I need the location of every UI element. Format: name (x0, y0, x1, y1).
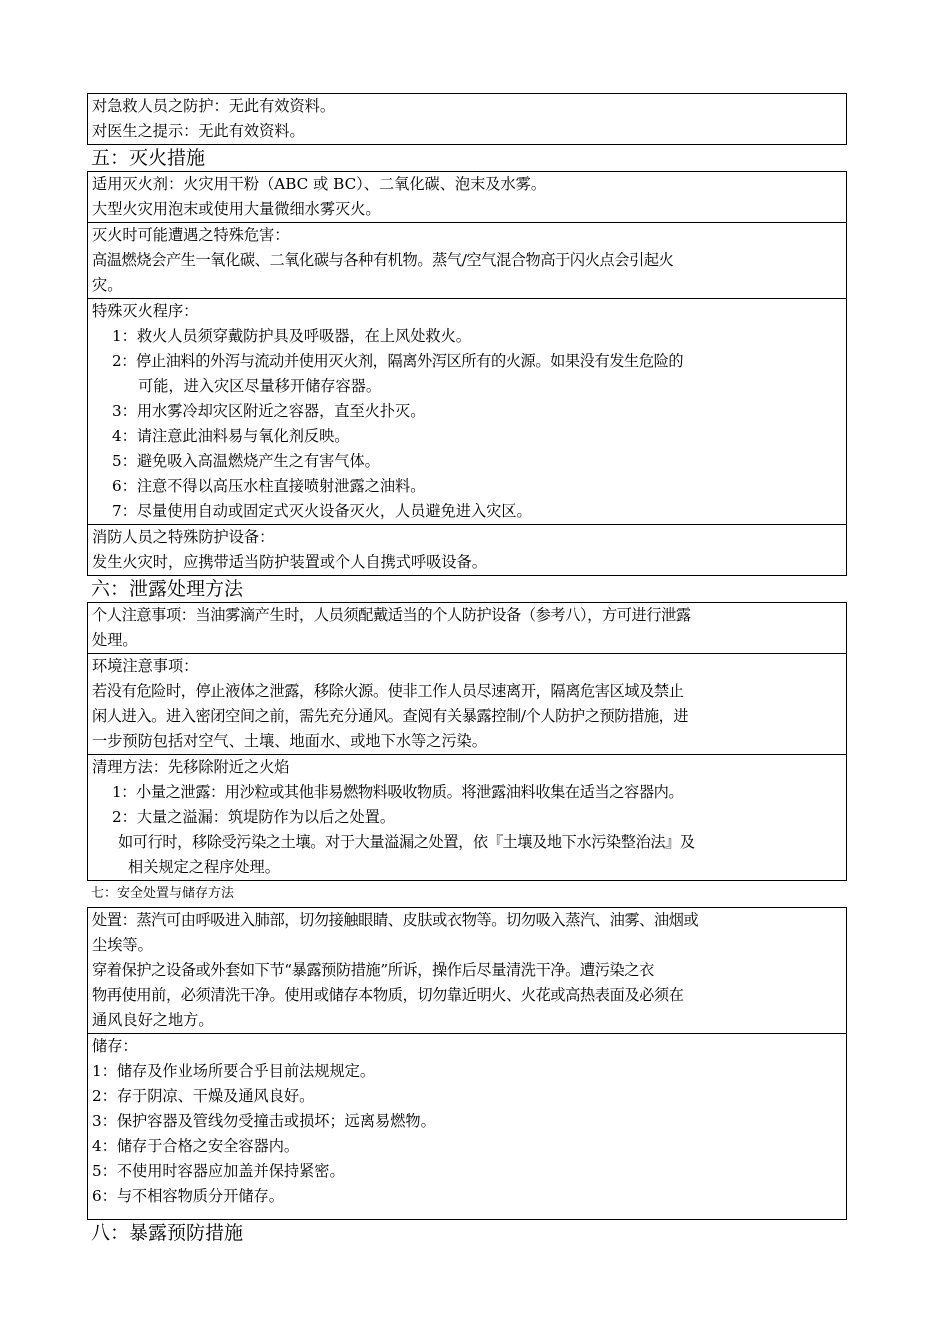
cleanup-item: 相关规定之程序处理。 (128, 858, 280, 876)
extinguishing-agents-cell (88, 172, 846, 222)
handling-line: 穿着保护之设备或外套如下节“暴露预防措施”所诉，操作后尽量清洗干净。遭污染之衣 (92, 961, 654, 979)
equipment-line: 发生火灾时，应携带适当防护装置或个人自携式呼吸设备。 (92, 553, 487, 571)
procedure-item: 2：停止油料的外泻与流动并使用灭火剂，隔离外泻区所有的火源。如果没有发生危险的 (112, 352, 684, 370)
equipment-line: 消防人员之特殊防护设备： (92, 528, 275, 546)
cleanup-item: 1：小量之泄露：用沙粒或其他非易燃物料吸收物质。将泄露油料收集在适当之容器内。 (112, 783, 684, 801)
personal-line: 处理。 (92, 631, 138, 649)
section-7-title: 七：安全处置与储存方法 (91, 886, 235, 901)
procedure-item: 7：尽量使用自动或固定式灭火设备灭火，人员避免进入灾区。 (112, 502, 532, 520)
procedure-item: 4：请注意此油料易与氧化剂反映。 (112, 427, 350, 445)
section-5-title: 五：灭火措施 (91, 147, 206, 169)
hazards-line: 灾。 (92, 276, 123, 294)
first-aid-cell (88, 94, 846, 144)
special-hazards-cell (88, 222, 846, 298)
storage-line: 3：保护容器及管线勿受撞击或损坏；远离易燃物。 (92, 1112, 436, 1130)
spill-table (87, 602, 847, 881)
storage-line: 5：不使用时容器应加盖并保持紧密。 (92, 1162, 345, 1180)
doctor-note: 对医生之提示：无此有效资料。 (92, 122, 305, 140)
special-procedure-cell (88, 298, 846, 524)
cleanup-title: 清理方法：先移除附近之火焰 (92, 758, 290, 776)
storage-line: 6：与不相容物质分开储存。 (92, 1187, 284, 1205)
procedure-item: 6：注意不得以高压水柱直接喷射泄露之油料。 (112, 477, 426, 495)
procedure-item: 5：避免吸入高温燃烧产生之有害气体。 (112, 452, 380, 470)
procedure-item: 1：救火人员须穿戴防护具及呼吸器，在上风处救火。 (112, 327, 471, 345)
section-8-title: 八：暴露预防措施 (91, 1222, 244, 1244)
hazards-line: 灭火时可能遭遇之特殊危害： (92, 226, 290, 244)
handling-line: 物再使用前，必须清洗干净。使用或储存本物质，切勿靠近明火、火花或高热表面及必须在 (92, 986, 684, 1004)
agents-line: 适用灭火剂：火灾用干粉（ABC 或 BC）、二氧化碳、泡末及水雾。 (92, 175, 547, 193)
storage-line: 储存： (92, 1037, 138, 1055)
handling-cell (88, 908, 846, 1033)
environment-line: 一步预防包括对空气、土壤、地面水、或地下水等之污染。 (92, 732, 487, 750)
environment-line: 闲人进入。进入密闭空间之前，需先充分通风。查阅有关暴露控制/个人防护之预防措施，进 (92, 707, 689, 725)
cleanup-item: 如可行时，移除受污染之土壤。对于大量溢漏之处置，依『土壤及地下水污染整治法』及 (118, 833, 695, 851)
storage-line: 1：储存及作业场所要合乎目前法规规定。 (92, 1062, 376, 1080)
cleanup-item: 2：大量之溢漏：筑堤防作为以后之处置。 (112, 808, 396, 826)
first-aid-table (87, 93, 847, 145)
procedure-item: 可能，进入灾区尽量移开储存容器。 (138, 377, 381, 395)
storage-line: 4：储存于合格之安全容器内。 (92, 1137, 300, 1155)
handling-line: 处置：蒸汽可由呼吸进入肺部，切勿接触眼睛、皮肤或衣物等。切勿吸入蒸汽、油雾、油烟或 (92, 911, 699, 929)
environment-line: 环境注意事项： (92, 657, 199, 675)
storage-line: 2：存于阴凉、干燥及通风良好。 (92, 1087, 315, 1105)
hazards-line: 高温燃烧会产生一氧化碳、二氧化碳与各种有机物。蒸气/空气混合物高于闪火点会引起火 (92, 251, 674, 269)
handling-line: 通风良好之地方。 (92, 1011, 214, 1029)
handling-storage-table (87, 907, 847, 1220)
personal-precautions-cell (88, 603, 846, 653)
agents-line: 大型火灾用泡末或使用大量微细水雾灭火。 (92, 200, 381, 218)
section-6-title: 六：泄露处理方法 (91, 578, 244, 600)
protective-equipment-cell (88, 524, 846, 575)
firefighting-table (87, 171, 847, 576)
document-page (87, 93, 847, 1246)
procedure-title: 特殊灭火程序： (92, 302, 199, 320)
cleanup-cell (88, 754, 846, 880)
storage-cell (88, 1033, 846, 1219)
environment-line: 若没有危险时，停止液体之泄露，移除火源。使非工作人员尽速离开，隔离危害区域及禁止 (92, 682, 684, 700)
personal-line: 个人注意事项：当油雾滴产生时，人员须配戴适当的个人防护设备（参考八），方可进行泄露 (92, 606, 691, 624)
rescuer-protection: 对急救人员之防护：无此有效资料。 (92, 97, 335, 115)
procedure-item: 3：用水雾冷却灾区附近之容器，直至火扑灭。 (112, 402, 426, 420)
environment-precautions-cell (88, 653, 846, 754)
handling-line: 尘埃等。 (92, 936, 153, 954)
